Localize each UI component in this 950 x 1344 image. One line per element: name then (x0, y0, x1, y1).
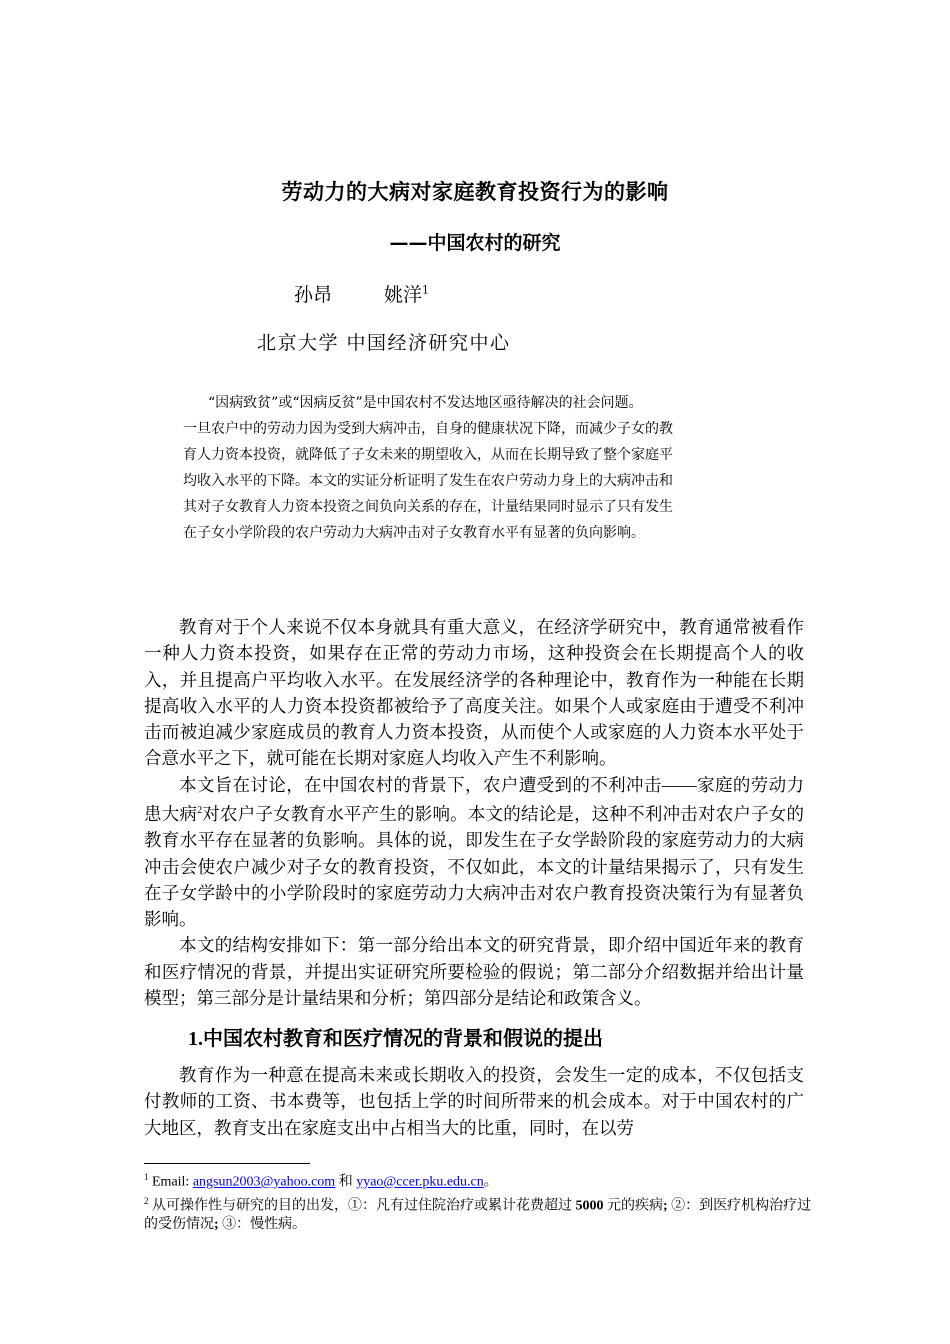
paragraph-3: 本文的结构安排如下：第一部分给出本文的研究背景，即介绍中国近年来的教育和医疗情况的背景，并提出实证研究所要检验的假说；第二部分介绍数据并给出计量模型；第三部分是计量结果和分析；第四部分是结论和政策含义。 (144, 935, 804, 1008)
section-heading: 1.中国农村教育和医疗情况的背景和假说的提出 (188, 1028, 603, 1050)
footnote-2 (144, 1192, 814, 1235)
abstract-line: 一旦农户中的劳动力因为受到大病冲击，自身的健康状况下降，而减少子女的教 (183, 421, 673, 437)
paper-subtitle: ——中国农村的研究 (389, 232, 561, 254)
email-link-yao[interactable]: yyao@ccer.pku.edu.cn (356, 1174, 484, 1190)
footnote-mark-2[interactable]: 2 (197, 805, 203, 817)
footnote-1-label: Email: (148, 1174, 193, 1190)
abstract-line: 育人力资本投资，就降低了子女未来的期望收入，从而在长期导致了整个家庭平 (183, 447, 673, 463)
abstract-line: 均收入水平的下降。本文的实证分析证明了发生在农户劳动力身上的大病冲击和 (183, 473, 673, 489)
footnote-1-mark: 1 (144, 1172, 149, 1182)
author-line (294, 280, 429, 307)
footnote-2-sep-1: ; (663, 1198, 668, 1214)
footnote-divider (144, 1163, 310, 1164)
footnote-2-text-c: ②：到医疗机构治疗过的受伤情况 (144, 1198, 812, 1233)
author-sun: 孙昂 (294, 284, 333, 306)
introduction-body (144, 614, 804, 1011)
section-1-body (144, 1062, 804, 1141)
footnote-2-text-d: ③：慢性病。 (218, 1217, 307, 1233)
footnote-mark-1[interactable]: 1 (422, 283, 430, 297)
footnote-2-text-b: 元的疾病 (603, 1198, 663, 1214)
footnote-2-amount: 5000 (575, 1198, 604, 1214)
footnotes (144, 1168, 814, 1234)
abstract-line: 其对子女教育人力资本投资之间负向关系的存在，计量结果同时显示了只有发生 (183, 499, 673, 515)
footnote-2-sep-2: ; (214, 1217, 219, 1233)
footnote-1-and: 和 (335, 1174, 357, 1190)
abstract (183, 390, 783, 546)
author-yao: 姚洋 (384, 284, 423, 306)
paragraph-2-part-a: 本文旨在讨论，在中国农村的背景下，农户遭受到的不利冲击——家庭的劳动力患大病 (144, 774, 804, 824)
paragraph-4: 教育作为一种意在提高未来或长期收入的投资，会发生一定的成本，不仅包括支付教师的工资、书本费等，也包括上学的时间所带来的机会成本。对于中国农村的广大地区，教育支出在家庭支出中占相当大的比重，同时，在以劳 (144, 1065, 804, 1138)
affiliation: 北京大学 中国经济研究中心 (257, 332, 511, 354)
abstract-line: 在子女小学阶段的农户劳动力大病冲击对子女教育水平有显著的负向影响。 (183, 525, 645, 541)
paragraph-2-part-b: 对农户子女教育水平产生的影响。本文的结论是，这种不利冲击对农户子女的教育水平存在显著的负影响。具体的说，即发生在子女学龄阶段的家庭劳动力的大病冲击会使农户减少对子女的教育投资，不仅如此，本文的计量结果揭示了，只有发生在子女学龄中的小学阶段时的家庭劳动力大病冲击对农户教育投资决策行为有显著负影响。 (144, 803, 804, 930)
footnote-2-text-a: 从可操作性与研究的目的出发，①：凡有过住院治疗或累计花费超过 (148, 1198, 576, 1214)
abstract-line: “因病致贫”或“因病反贫”是中国农村不发达地区亟待解决的社会问题。 (208, 395, 643, 411)
paper-title: 劳动力的大病对家庭教育投资行为的影响 (281, 180, 669, 204)
paragraph-2 (144, 772, 804, 933)
footnote-1-end: 。 (483, 1174, 498, 1190)
paragraph-1: 教育对于个人来说不仅本身就具有重大意义，在经济学研究中，教育通常被看作一种人力资本投资，如果存在正常的劳动力市场，这种投资会在长期提高个人的收入，并且提高户平均收入水平。在发展经济学的各种理论中，教育作为一种能在长期提高收入水平的人力资本投资都被给予了高度关注。如果个人或家庭由于遭受不利冲击而被迫减少家庭成员的教育人力资本投资，从而使个人或家庭的人力资本水平处于合意水平之下，就可能在长期对家庭人均收入产生不利影响。 (144, 617, 804, 769)
footnote-2-mark: 2 (144, 1195, 149, 1206)
footnote-1 (144, 1168, 814, 1192)
email-link-sun[interactable]: angsun2003@yahoo.com (192, 1174, 336, 1190)
